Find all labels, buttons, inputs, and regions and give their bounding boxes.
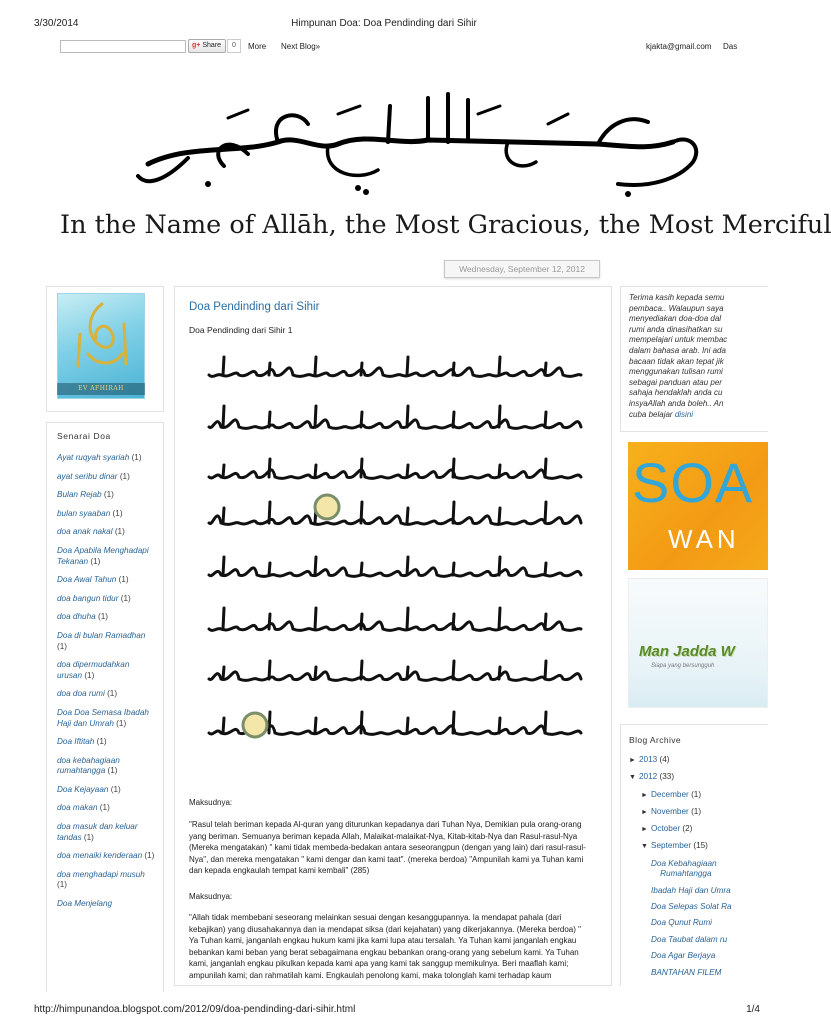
expand-toggle-icon[interactable]: ► [641, 808, 648, 816]
label-count: (1) [120, 593, 131, 603]
ad1-top-text: SOA [632, 451, 754, 514]
maksudnya-label-2: Maksudnya: [189, 892, 233, 901]
archive-post-link[interactable]: BANTAHAN FILEM [651, 967, 722, 977]
logo-calligraphy-icon [58, 294, 146, 384]
label-count: (1) [99, 803, 110, 813]
label-count: (1) [90, 556, 101, 566]
archive-year-link[interactable]: 2013 [639, 755, 658, 764]
label-link[interactable]: doa dipermudahkan urusan [57, 660, 130, 680]
archive-month-link[interactable]: October [651, 824, 681, 834]
print-date: 3/30/2014 [34, 18, 79, 29]
label-count: (1) [116, 718, 127, 728]
label-item [57, 546, 155, 567]
label-item [57, 660, 155, 681]
label-link[interactable]: bulan syaaban [57, 508, 111, 518]
label-count: (1) [112, 508, 123, 518]
blogger-navbar [34, 36, 738, 58]
label-link[interactable]: Doa Menjelang [57, 899, 113, 909]
left-sidebar [46, 286, 164, 986]
label-item [57, 822, 155, 843]
search-input[interactable] [60, 40, 186, 53]
archive-post-link[interactable]: Doa Qunut Rumi [651, 918, 712, 928]
quran-verse-image [189, 343, 597, 773]
archive-month-row [629, 790, 768, 802]
label-link[interactable]: ayat seribu dinar [57, 471, 118, 481]
label-link[interactable]: Bulan Rejab [57, 490, 102, 500]
label-item [57, 756, 155, 777]
label-link[interactable]: doa menghadapi musuh [57, 869, 145, 879]
archive-month-row [629, 824, 768, 836]
archive-year-row [629, 772, 768, 784]
banner-tagline: In the Name of Allāh, the Most Gracious, the Most Merciful [60, 210, 831, 240]
gplus-share-button[interactable] [188, 39, 226, 53]
label-link[interactable]: doa doa rumi [57, 689, 105, 699]
label-count: (1) [114, 527, 125, 537]
label-count: (1) [96, 737, 107, 747]
label-link[interactable]: Doa Doa Semasa Ibadah Haji dan Umrah [57, 707, 149, 728]
label-link[interactable]: Doa di bulan Ramadhan [57, 630, 146, 640]
share-label: Share [202, 42, 222, 49]
label-item [57, 803, 155, 814]
archive-month-link[interactable]: November [651, 806, 689, 816]
label-item [57, 612, 155, 623]
archive-post-link[interactable]: Ibadah Haji dan Umra [651, 885, 731, 895]
label-item [57, 851, 155, 862]
label-count: (1) [131, 453, 142, 462]
label-count: (1) [57, 880, 68, 890]
label-link[interactable]: doa anak nakal [57, 527, 113, 537]
ad2-title: Man Jadda W [639, 643, 735, 660]
label-item [57, 785, 155, 796]
post-date: Wednesday, September 12, 2012 [444, 260, 600, 278]
label-link[interactable]: doa menaiki kenderaan [57, 851, 143, 861]
gplus-icon: g+ [192, 42, 201, 49]
post-subtitle: Doa Pendinding dari Sihir 1 [189, 325, 293, 335]
logo-caption: EV AFHIRAH [57, 383, 145, 395]
translation-286: "Allah tidak membebani seseorang melainkan sesuai dengan kesanggupannya. la mendapat pahala (dari kebajikan) yang diusahakannya dan ia mendapat siksa (dari kejahatan) yang dikerjakannya. (Mereka berdoa) " Ya Tuhan kami, janganlah engkau hukum kami jika kami lupa atau tersalah. Ya Tuhan kami janganlah engkau bebankan kami beban yang berat sebagaimana engkau bebankan orang-orang yang sebelum kami. Ya Tuhan kami, janganlah engkau pikulkan kepada kami apa yang kami tak sanggup memikulnya. Beri maaflah kami; ampunilah kami; dan rahmatilah kami. Engkaulah penolong kami, maka tolonglah kami terhadap kaum [189, 913, 581, 980]
ayah-marker-285-icon [315, 495, 339, 519]
expand-toggle-icon[interactable]: ► [629, 757, 636, 764]
next-blog-link[interactable]: Next Blog» [281, 42, 321, 51]
more-link[interactable]: More [248, 42, 267, 51]
label-count: (1) [107, 766, 118, 776]
label-link[interactable]: Doa Apabila Menghadapi Tekanan [57, 545, 149, 566]
label-item [57, 689, 155, 700]
maksudnya-label-1: Maksudnya: [189, 798, 233, 807]
blog-archive-widget [620, 724, 768, 986]
labels-title: Senarai Doa [57, 431, 111, 441]
archive-month-count: (1) [691, 806, 702, 816]
right-sidebar [620, 286, 768, 986]
expand-toggle-icon[interactable]: ► [641, 826, 648, 834]
labels-widget [46, 422, 164, 992]
label-link[interactable]: doa kebahagiaan rumahtangga [57, 755, 120, 776]
ayah-marker-286-icon [243, 713, 267, 737]
label-count: (1) [97, 612, 108, 622]
print-page-number: 1/4 [746, 1004, 760, 1015]
label-item [57, 527, 155, 538]
label-item [57, 490, 155, 501]
expand-toggle-icon[interactable]: ► [641, 791, 648, 799]
label-count: (1) [118, 575, 129, 585]
bismillah-calligraphy [128, 84, 718, 204]
print-title: Himpunan Doa: Doa Pendinding dari Sihir [291, 18, 477, 29]
print-url: http://himpunandoa.blogspot.com/2012/09/doa-pendinding-dari-sihir.html [34, 1004, 356, 1015]
archive-month-count: (2) [682, 824, 693, 834]
label-item [57, 870, 155, 891]
ad2-subtitle: Siapa yang bersungguh [651, 663, 715, 669]
label-item [57, 472, 155, 483]
archive-month-row [629, 841, 768, 853]
archive-post-link[interactable]: Doa Taubat dalam ru [651, 934, 728, 944]
archive-year-count: (33) [659, 772, 675, 782]
ad1-bottom-text: WAN [668, 524, 740, 554]
archive-year-count: (4) [659, 755, 670, 764]
label-item [57, 708, 155, 729]
label-count: (1) [144, 851, 155, 861]
label-item [57, 453, 155, 464]
archive-post-link[interactable]: Doa Agar Berjaya [651, 951, 716, 961]
archive-year-row [629, 755, 768, 767]
user-email: kjakta@gmail.com [646, 42, 712, 51]
soa-banner-ad[interactable] [628, 442, 768, 570]
archive-post-link[interactable]: Doa Kebahagiaan Rumahtangga [651, 858, 717, 879]
label-link[interactable]: doa dhuha [57, 612, 96, 622]
archive-month-row [629, 807, 768, 819]
welcome-link[interactable]: disini [674, 409, 694, 419]
label-link[interactable]: doa bangun tidur [57, 593, 119, 603]
share-count: 0 [227, 39, 241, 53]
archive-title: Blog Archive [629, 735, 682, 745]
label-link[interactable]: Ayat ruqyah syariah [57, 453, 130, 462]
archive-month-link[interactable]: September [651, 841, 692, 851]
man-jadda-banner-ad[interactable] [628, 578, 768, 708]
label-count: (1) [110, 784, 121, 794]
archive-post-link[interactable]: Doa Selepas Solat Ra [651, 902, 732, 911]
label-link[interactable]: doa makan [57, 803, 98, 813]
welcome-text: Terima kasih kepada semu pembaca.. Walaupun saya menyediakan doa-doa dal rumi anda dinasihatkan su mempelajari untuk membac dalam bahasa arab. Ini ada bacaan tidak akan tepat jik menggunakan tulisan rumi sebagai panduan atau per sahaja hendaklah anda cu insyaAllah anda boleh.. An cuba belajar [629, 293, 728, 419]
label-count: (1) [84, 670, 95, 680]
archive-month-link[interactable]: December [651, 789, 689, 799]
expand-toggle-icon[interactable]: ▼ [641, 843, 648, 851]
label-item [57, 509, 155, 520]
label-link[interactable]: Doa Awal Tahun [57, 575, 117, 585]
logo-widget [46, 286, 164, 412]
label-item [57, 737, 155, 748]
labels-list [57, 453, 155, 910]
dashboard-link[interactable]: Das [723, 42, 738, 51]
print-header [0, 0, 768, 34]
label-count: (1) [83, 832, 94, 842]
archive-year-link[interactable]: 2012 [639, 772, 658, 782]
label-count: (1) [57, 641, 68, 651]
welcome-note [620, 286, 768, 432]
post-title[interactable]: Doa Pendinding dari Sihir [189, 301, 320, 313]
post-body [174, 286, 612, 986]
label-count: (1) [107, 689, 118, 699]
translation-285: "Rasul telah beriman kepada Al-quran yang diturunkan kepadanya dari Tuhan Nya, Demikian pula orang-orang yang beriman. Semuanya beriman kepada Allah, Malaikat-malaikat-Nya, Kitab-kitab-Nya dan Rasul-rasul-Nya (Mereka mengatakan) " kami tidak membeda-bedakan antara seseorangpun (dengan yang lain) dari rasul-rasul-Nya", dan mereka mengatakan " kami dengar dan kami taat". (mereka berdoa) "Ampunilah kami ya Tuhan kami dan kepada engkaulah tempat kami kembali" (285) [189, 820, 586, 876]
archive-month-count: (15) [693, 841, 708, 851]
print-footer [0, 994, 768, 1024]
label-item [57, 899, 155, 910]
label-item [57, 575, 155, 586]
label-link[interactable]: Doa Kejayaan [57, 784, 109, 794]
label-count: (1) [119, 471, 130, 481]
archive-month-count: (1) [691, 789, 702, 799]
label-item [57, 594, 155, 605]
label-item [57, 631, 155, 652]
expand-toggle-icon[interactable]: ▼ [629, 774, 636, 782]
label-count: (1) [103, 490, 114, 500]
label-link[interactable]: doa masuk dan keluar tandas [57, 822, 138, 842]
label-link[interactable]: Doa Iftitah [57, 737, 95, 747]
